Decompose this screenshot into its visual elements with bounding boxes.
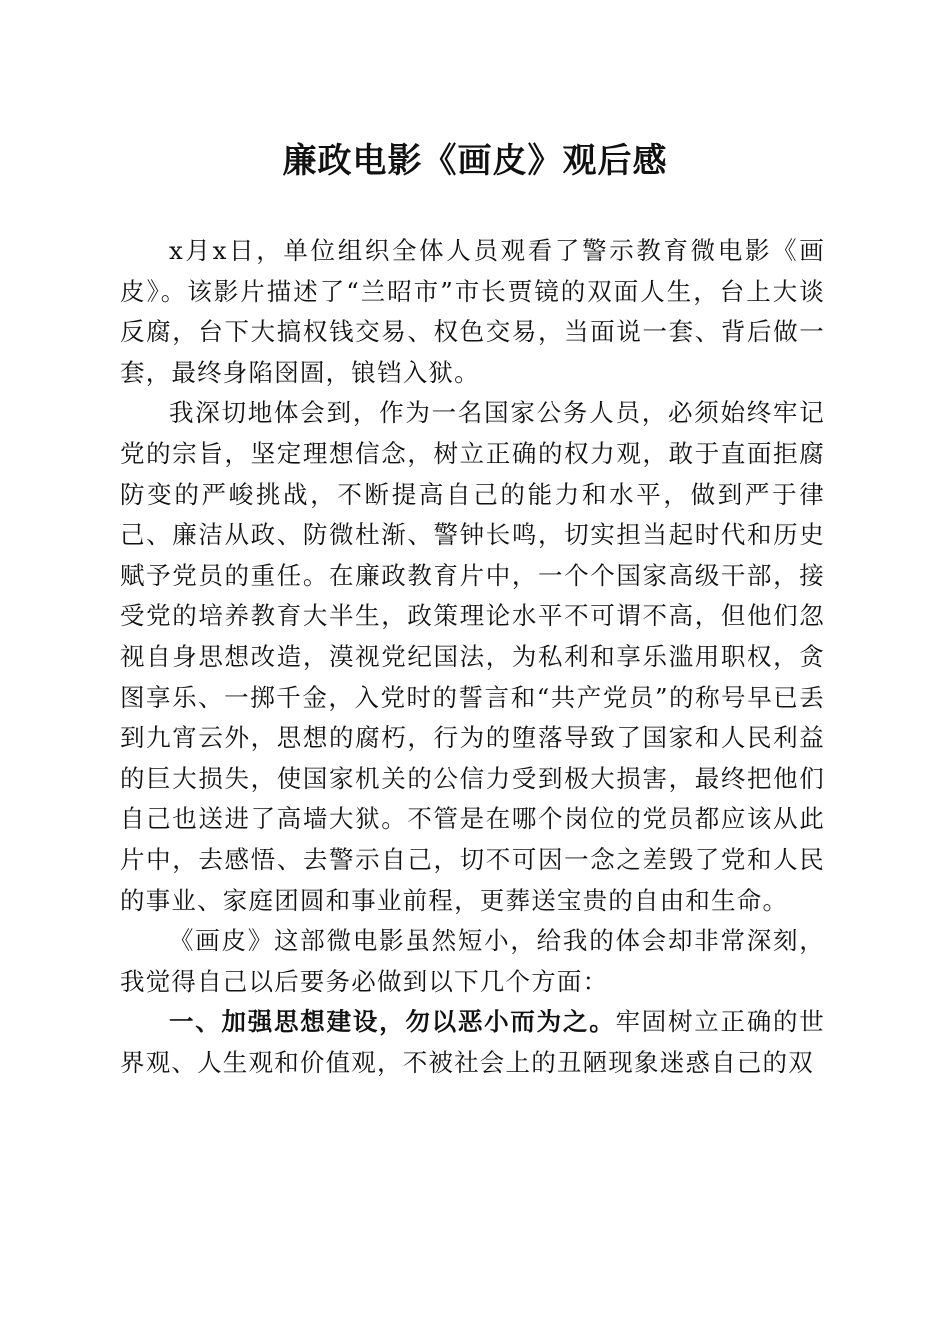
section-one-heading: 一、加强思想建设，勿以恶小而为之。 xyxy=(169,1007,616,1037)
paragraph-reflection: 我深切地体会到，作为一名国家公务人员，必须始终牢记党的宗旨，坚定理想信念，树立正确的权力观，敢于直面拒腐防变的严峻挑战，不断提高自己的能力和水平，做到严于律己、廉洁从政、防微杜渐、警钟长鸣，切实担当起时代和历史赋予党员的重任。在廉政教育片中，一个个国家高级干部，接受党的培养教育大半生，政策理论水平不可谓不高，但他们忽视自身思想改造，漠视党纪国法，为私利和享乐滥用职权，贪图享乐、一掷千金，入党时的誓言和“共产党员”的称号早已丢到九宵云外，思想的腐朽，行为的堕落导致了国家和人民利益的巨大损失，使国家机关的公信力受到极大损害，最终把他们自己也送进了高墙大狱。不管是在哪个岗位的党员都应该从此片中，去感悟、去警示自己，切不可因一念之差毁了党和人民的事业、家庭团圆和事业前程，更葬送宝贵的自由和生命。 xyxy=(120,398,825,915)
section-one-text: 牢固树立正确的世界观、人生观和价值观，不被社会上的丑陋现象迷惑自己的双 xyxy=(120,1007,825,1077)
document-body xyxy=(120,231,825,1083)
paragraph-intro: x月x日，单位组织全体人员观看了警示教育微电影《画皮》。该影片描述了“兰昭市”市长贾镜的双面人生，台上大谈反腐，台下大搞权钱交易、权色交易，当面说一套、背后做一套，最终身陷囹圄，锒铛入狱。 xyxy=(120,236,825,387)
paragraph-section-one xyxy=(120,1002,825,1083)
paragraph-transition: 《画皮》这部微电影虽然短小，给我的体会却非常深刻，我觉得自己以后要务必做到以下几个方面： xyxy=(120,926,825,996)
document-title: 廉政电影《画皮》观后感 xyxy=(282,141,668,181)
